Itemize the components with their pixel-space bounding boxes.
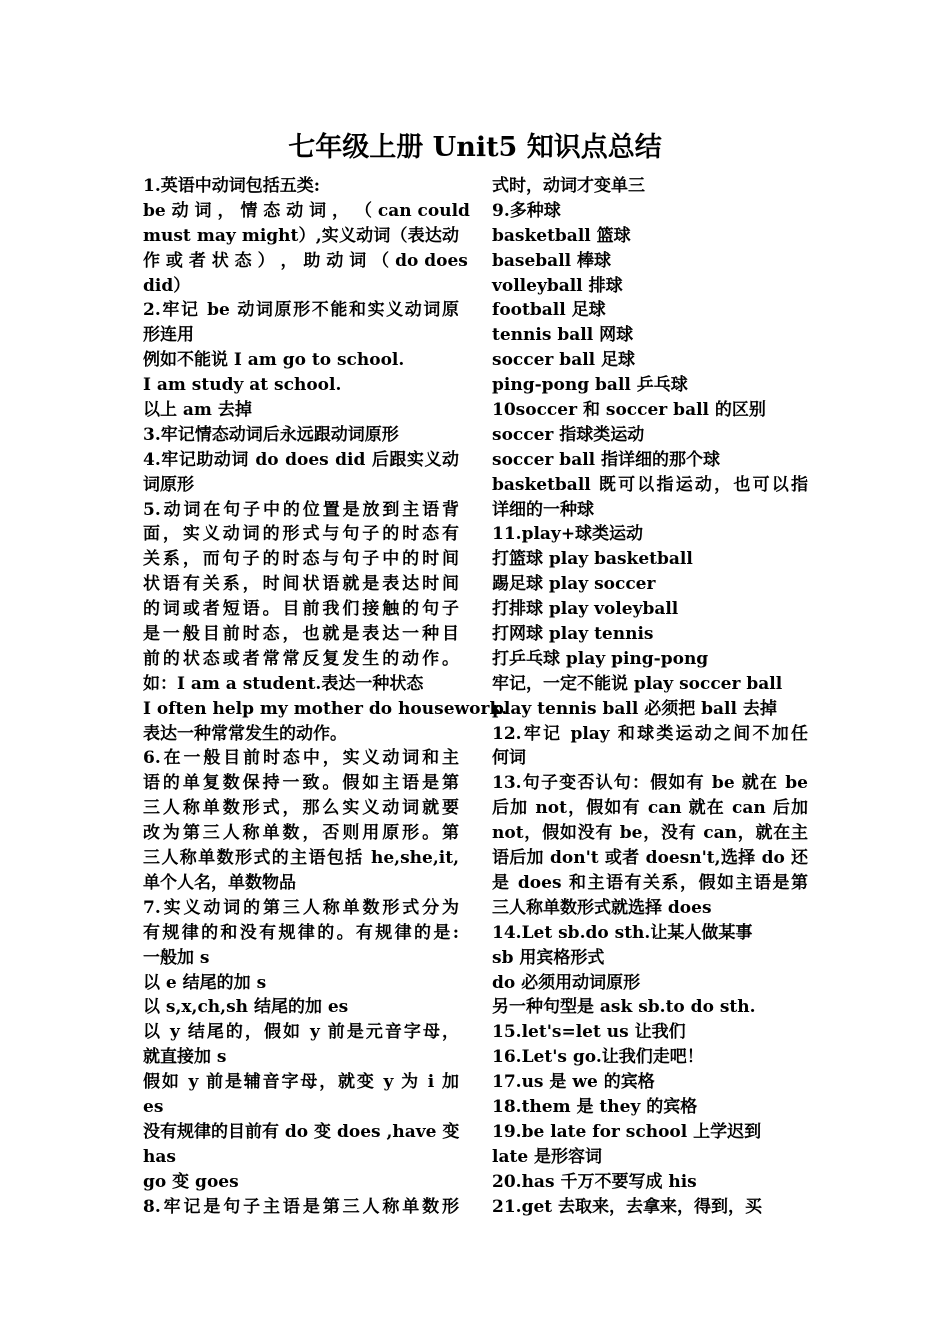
right-column-line: 后加 not，假如有 can 就在 can 后加 bbox=[492, 798, 808, 819]
left-column-line: be 动 词 ， 情 态 动 词 ， （ can could bbox=[143, 200, 470, 221]
right-column-line: 19.be late for school 上学迟到 bbox=[492, 1121, 762, 1142]
right-column-line: basketball 既可以指运动，也可以指 bbox=[492, 474, 808, 495]
right-column-line: 牢记，一定不能说 play soccer ball bbox=[492, 673, 783, 694]
right-column-line: tennis ball 网球 bbox=[492, 325, 634, 346]
right-column-line: soccer ball 指详细的那个球 bbox=[492, 449, 721, 470]
right-column-line: 16.Let's go.让我们走吧！ bbox=[492, 1047, 704, 1068]
left-column-line: 关系，而句子的时态与句子中的时间 bbox=[143, 549, 459, 570]
right-column-line: baseball 棒球 bbox=[492, 250, 612, 271]
right-column-line: do 必须用动词原形 bbox=[492, 972, 641, 993]
right-column-line: football 足球 bbox=[492, 300, 606, 321]
right-column-line: 9.多种球 bbox=[492, 200, 561, 221]
left-column-line: 8.牢记是句子主语是第三人称单数形 bbox=[143, 1196, 459, 1217]
right-column-line: 三人称单数形式就选择 does bbox=[492, 897, 712, 918]
left-column-line: 7.实义动词的第三人称单数形式分为 bbox=[143, 897, 459, 918]
left-column-line: 的词或者短语。目前我们接触的句子 bbox=[143, 599, 459, 620]
right-column-line: 11.play+球类运动 bbox=[492, 524, 644, 545]
page-title: 七年级上册 Unit5 知识点总结 bbox=[288, 132, 662, 163]
left-column-line: 三人称单数形式的主语包括 he,she,it, bbox=[143, 848, 459, 869]
left-column-line: 如：I am a student.表达一种状态 bbox=[143, 673, 424, 694]
left-column-line: 单个人名，单数物品 bbox=[143, 872, 296, 893]
left-column-line: 就直接加 s bbox=[143, 1047, 227, 1068]
left-column bbox=[143, 174, 508, 1219]
left-column-line: 例如不能说 I am go to school. bbox=[143, 350, 405, 371]
left-column-line: 作 或 者 状 态 ） ， 助 动 词 （ do does bbox=[143, 250, 468, 271]
right-column-line: sb 用宾格形式 bbox=[492, 947, 605, 968]
left-column-line: did） bbox=[143, 275, 191, 296]
left-column-line: 以 s,x,ch,sh 结尾的加 es bbox=[143, 997, 349, 1018]
right-column-line: 打排球 play voleyball bbox=[492, 599, 679, 620]
left-column-line: go 变 goes bbox=[143, 1171, 239, 1192]
right-column-line: play tennis ball 必须把 ball 去掉 bbox=[492, 698, 777, 719]
left-column-line: 表达一种常常发生的动作。 bbox=[143, 723, 347, 744]
right-column-line: 是 does 和主语有关系，假如主语是第 bbox=[492, 872, 808, 893]
right-column-line: 12.牢记 play 和球类运动之间不加任 bbox=[492, 723, 808, 744]
left-column-line: 是一般目前时态，也就是表达一种目 bbox=[143, 624, 459, 645]
right-column bbox=[492, 174, 808, 1219]
left-column-line: 前的状态或者常常反复发生的动作。 bbox=[143, 648, 459, 669]
right-column-line: ping-pong ball 乒乓球 bbox=[492, 375, 688, 396]
right-column-line: 打乒乓球 play ping-pong bbox=[492, 648, 709, 669]
left-column-line: 以 y 结尾的，假如 y 前是元音字母， bbox=[143, 1022, 459, 1043]
right-column-line: 打网球 play tennis bbox=[492, 624, 654, 645]
right-column-line: 何词 bbox=[492, 748, 526, 769]
left-column-line: 一般加 s bbox=[143, 947, 210, 968]
left-column-line: 5.动词在句子中的位置是放到主语背 bbox=[143, 499, 459, 520]
left-column-line: I often help my mother do housework. bbox=[143, 698, 508, 719]
left-column-line: 三人称单数形式，那么实义动词就要 bbox=[143, 798, 459, 819]
right-column-line: 15.let's=let us 让我们 bbox=[492, 1022, 686, 1043]
right-column-line: late 是形容词 bbox=[492, 1146, 603, 1167]
right-column-line: 17.us 是 we 的宾格 bbox=[492, 1072, 655, 1093]
right-column-line: soccer ball 足球 bbox=[492, 350, 636, 371]
right-column-line: 10soccer 和 soccer ball 的区别 bbox=[492, 400, 766, 421]
left-column-line: 面，实义动词的形式与句子的时态有 bbox=[143, 524, 459, 545]
left-column-line: 假如 y 前是辅音字母，就变 y 为 i 加 bbox=[143, 1072, 459, 1093]
right-column-line: 18.them 是 they 的宾格 bbox=[492, 1096, 698, 1117]
right-column-line: 另一种句型是 ask sb.to do sth. bbox=[492, 997, 756, 1018]
right-column-line: 14.Let sb.do sth.让某人做某事 bbox=[492, 922, 753, 943]
left-column-line: 形连用 bbox=[143, 325, 194, 346]
right-column-line: volleyball 排球 bbox=[492, 275, 623, 296]
left-column-line: 6.在一般目前时态中，实义动词和主 bbox=[143, 748, 459, 769]
left-column-line: 有规律的和没有规律的。有规律的是: bbox=[143, 922, 459, 943]
right-column-line: basketball 篮球 bbox=[492, 225, 631, 246]
left-column-line: 没有规律的目前有 do 变 does ,have 变 bbox=[143, 1121, 460, 1142]
left-column-line: must may might）,实义动词（表达动 bbox=[143, 225, 459, 246]
right-column-line: 详细的一种球 bbox=[492, 499, 594, 520]
left-column-line: 1.英语中动词包括五类: bbox=[143, 176, 321, 196]
right-column-line: 语后加 don't 或者 doesn't,选择 do 还 bbox=[492, 848, 808, 869]
left-column-line: 2.牢记 be 动词原形不能和实义动词原 bbox=[143, 300, 459, 321]
left-column-line: 以 e 结尾的加 s bbox=[143, 972, 267, 993]
left-column-line: 以上 am 去掉 bbox=[143, 400, 252, 421]
left-column-line: 词原形 bbox=[143, 474, 194, 495]
left-column-line: 改为第三人称单数，否则用原形。第 bbox=[143, 823, 459, 844]
left-column-line: 语的单复数保持一致。假如主语是第 bbox=[143, 773, 459, 794]
right-column-line: 踢足球 play soccer bbox=[492, 574, 656, 595]
right-column-line: 式时，动词才变单三 bbox=[492, 176, 645, 196]
left-column-line: 状语有关系，时间状语就是表达时间 bbox=[143, 574, 459, 595]
left-column-line: 4.牢记助动词 do does did 后跟实义动 bbox=[143, 449, 459, 470]
left-column-line: I am study at school. bbox=[143, 375, 342, 396]
right-column-line: not，假如没有 be，没有 can，就在主 bbox=[492, 823, 808, 844]
right-column-line: 20.has 千万不要写成 his bbox=[492, 1171, 697, 1192]
right-column-line: 21.get 去取来，去拿来，得到，买 bbox=[492, 1196, 763, 1217]
left-column-line: es bbox=[143, 1096, 164, 1117]
left-column-line: has bbox=[143, 1146, 176, 1167]
right-column-line: 13.句子变否认句：假如有 be 就在 be bbox=[492, 773, 808, 794]
right-column-line: soccer 指球类运动 bbox=[492, 424, 645, 445]
right-column-line: 打篮球 play basketball bbox=[492, 549, 693, 570]
left-column-line: 3.牢记情态动词后永远跟动词原形 bbox=[143, 424, 399, 445]
